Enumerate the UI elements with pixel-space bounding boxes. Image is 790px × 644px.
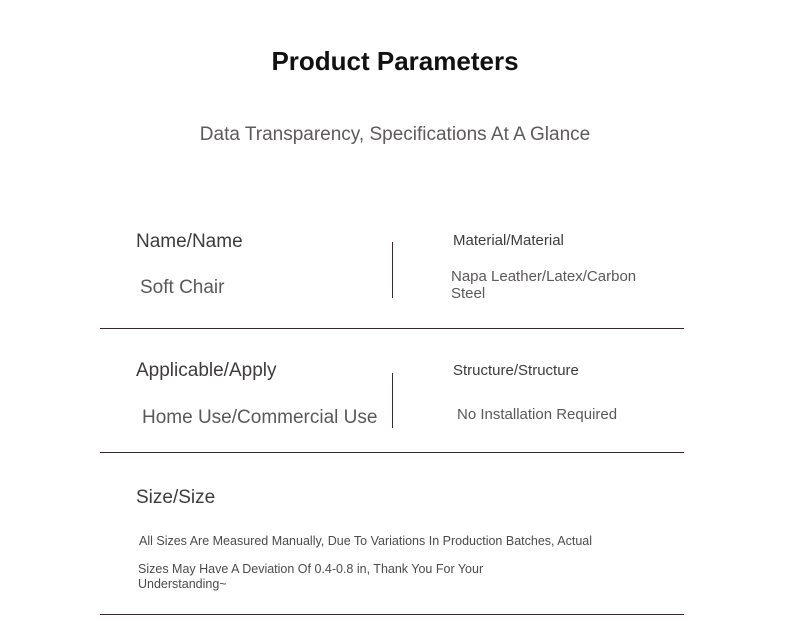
structure-label: Structure/Structure [453, 362, 579, 379]
row3-horizontal-divider [100, 614, 684, 615]
material-label: Material/Material [453, 232, 564, 249]
applicable-value: Home Use/Commercial Use [142, 407, 378, 428]
row1-horizontal-divider [100, 328, 684, 329]
material-value: Napa Leather/Latex/Carbon Steel [451, 268, 637, 302]
size-label: Size/Size [136, 487, 216, 508]
row2-horizontal-divider [100, 452, 684, 453]
name-value: Soft Chair [140, 277, 225, 298]
structure-value: No Installation Required [457, 406, 618, 423]
applicable-label: Applicable/Apply [136, 360, 277, 381]
name-label: Name/Name [136, 231, 243, 252]
row1-vertical-divider [392, 242, 393, 298]
page-title: Product Parameters [271, 46, 519, 76]
size-note-line1: All Sizes Are Measured Manually, Due To Variations In Production Batches, Actual [139, 534, 593, 548]
row2-vertical-divider [392, 373, 393, 428]
size-note-line2: Sizes May Have A Deviation Of 0.4-0.8 in, Thank You For Your Understanding~ [138, 562, 484, 591]
page-subtitle: Data Transparency, Specifications At A Glance [199, 124, 591, 145]
